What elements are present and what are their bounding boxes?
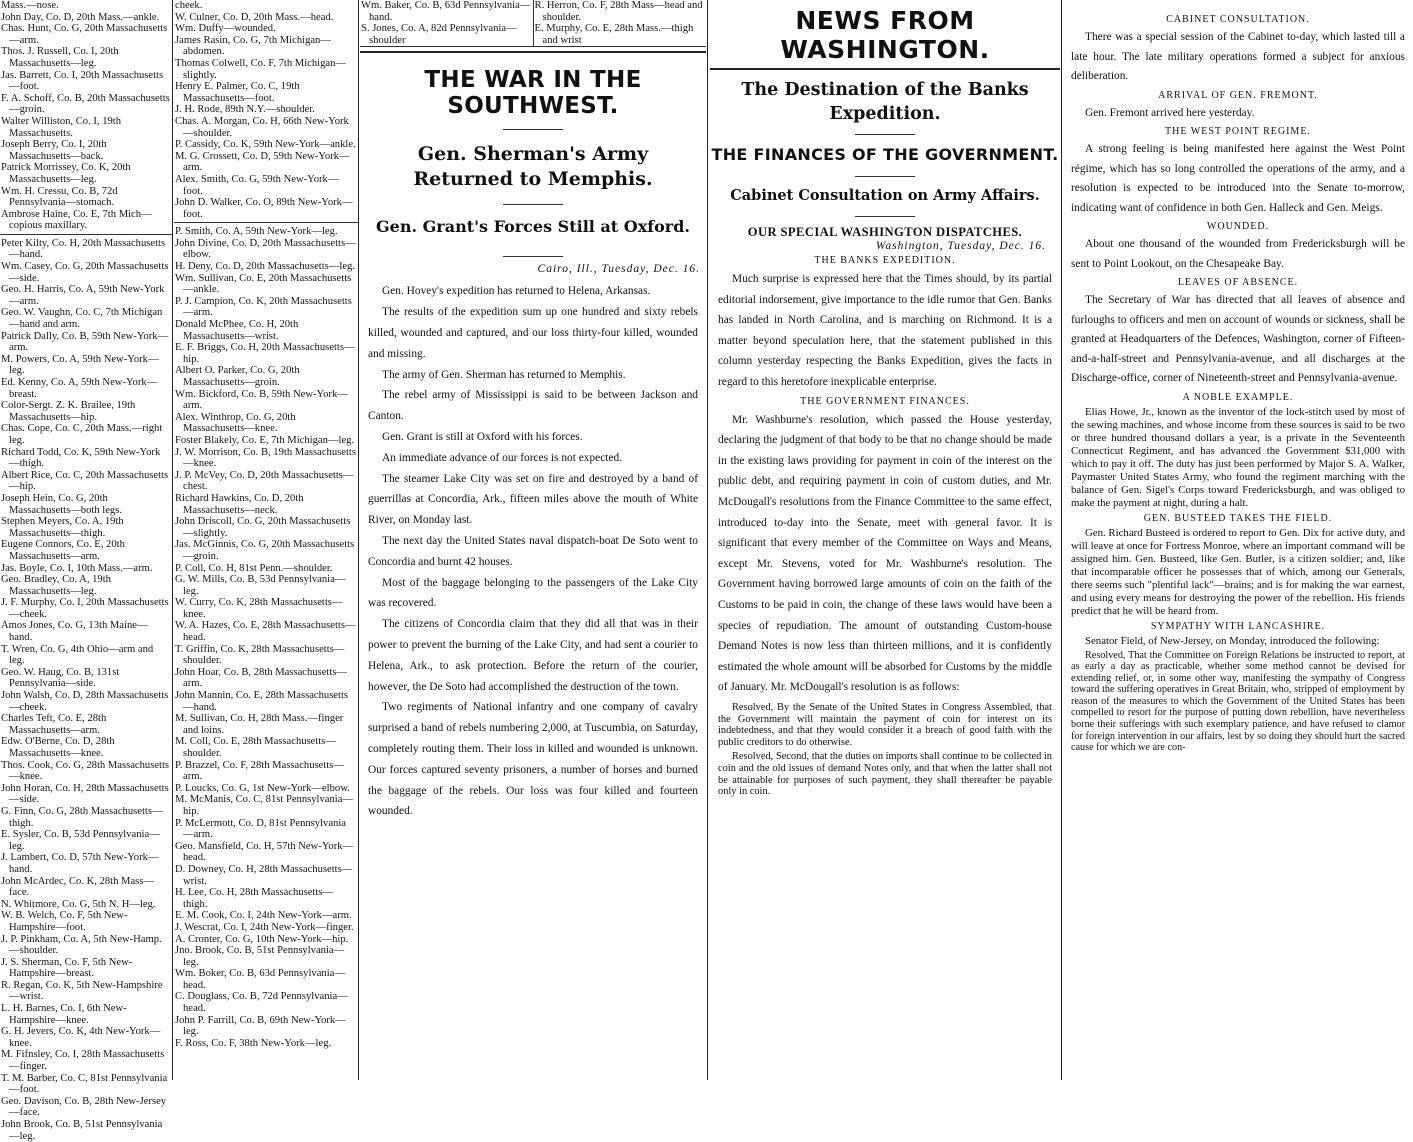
casualty-entry: T. Griffin, Co. K, 28th Massachusetts—shoulder. — [175, 643, 345, 667]
casualty-entry: N. Whitmore, Co. G, 5th N. H—leg. — [1, 898, 156, 910]
casualty-entry: T. Wren, Co. G, 4th Ohio—arm and leg. — [1, 643, 154, 667]
casualty-entry: P. Smith, Co. A, 59th New-York—leg. — [175, 226, 338, 238]
casualty-entry: F. Ross, Co. F, 38th New-York—leg. — [175, 1037, 332, 1049]
casualty-entry: E. M. Cook, Co. I, 24th New-York—arm. — [175, 910, 352, 922]
casualty-entry: John Mannin, Co. E, 28th Massachusetts—hand. — [175, 690, 349, 713]
paragraph: Most of the baggage belonging to the passengers of the Lake City was recovered. — [368, 576, 698, 610]
casualty-entry: Charles Teft, Co. E, 28th Massachusetts—arm. — [1, 713, 107, 736]
casualty-entry: Jas. Boyle, Co. I, 10th Mass.—arm. — [1, 562, 153, 574]
casualty-entry: Walter Williston, Co. I, 19th Massachusetts. — [1, 115, 122, 139]
casualty-entry: Geo. Bradley, Co. A, 19th Massachusetts—leg. — [1, 574, 111, 597]
casualty-entry: G. H. Jevers, Co. K, 4th New-York—knee. — [1, 1026, 161, 1049]
casualty-entry: C. Douglass, Co. B, 72d Pennsylvania—head. — [175, 991, 348, 1015]
paragraph: A strong feeling is being manifested here against the West Point régime, which has so long controlled the operations of the army, and a resolution is expected to be introduced into the Senate to-morrow, indicating want of confidence in both Gen. Halleck and Gen. Meigs. — [1071, 143, 1405, 214]
casualty-entry: P. Cassidy, Co. K, 59th New-York—ankle. — [175, 139, 356, 151]
subheadline: Gen. Grant's Forces Still at Oxford. — [376, 217, 690, 237]
casualty-entry: W. B. Welch, Co. F, 5th New-Hampshire—foot. — [1, 910, 128, 933]
casualty-list-bottom — [174, 226, 358, 1049]
article-body — [1071, 104, 1405, 124]
headline: THE WAR IN THE SOUTHWEST. — [424, 67, 642, 120]
article-body — [710, 269, 1060, 393]
casualty-entry: John Day, Co. D, 20th Mass.—ankle. — [1, 11, 160, 23]
casualty-entry: Amos Jones, Co. G, 13th Maine—hand. — [1, 620, 148, 644]
paragraph: Elias Howe, Jr., known as the inventor of the lock-stitch used by most of the sewing machines, and whose income from these sources is said to be two or three hundred thousand dollars a year, is a private in the Seventeenth Connecticut Regiment, and has advanced the Government $31,000 with which to pay it off. The duty has just been performed by Major S. A. Walker, Paymaster United States Army, who found the regiment marching with the balance of Gen. Sigel's Corps toward Fredericksburgh, and was obliged to make the payment at night, during a halt. — [1071, 405, 1405, 509]
casualty-entry: Wm. Boker, Co. B, 63d Pennsylvania—head. — [175, 968, 345, 991]
casualty-list-right — [534, 0, 707, 46]
paragraph: An immediate advance of our forces is not expected. — [382, 451, 623, 464]
casualty-entry: Albert O. Parker, Co. G, 20th Massachusetts—groin. — [175, 365, 300, 388]
paragraph: There was a special session of the Cabinet to-day, which lasted till a late hour. The late military operations formed a subject for anxious deliberation. — [1071, 31, 1405, 82]
casualty-entry: Donald McPhee, Co. H, 20th Massachusetts—wrist. — [175, 319, 299, 342]
casualty-entry: R. Herron, Co. F, 28th Mass—head and shoulder. — [534, 0, 703, 23]
washington-briefs-column — [1063, 0, 1413, 1080]
resolutions — [710, 698, 1060, 798]
paragraph: The rebel army of Mississippi is said to be between Jackson and Canton. — [368, 389, 698, 423]
paragraph: The Secretary of War has directed that all leaves of absence and furloughs to officers and men on account of wounds or sickness, shall be granted at Headquarters of the Defences, Washington, corner of Fifteen-and-a-half-street and Pennsylvania-avenue, and all discharges at the Discharge-office, corner of Nineteenth-street and Pennsylvania-avenue. — [1071, 294, 1405, 384]
casualty-entry: Patrick Dally, Co. B, 59th New-York—arm. — [1, 330, 169, 354]
casualty-entry: M. G. Crossett, Co. D, 59th New-York—arm. — [175, 150, 350, 174]
casualty-entry: Wm. H. Cressu, Co. B, 72d Pennsylvania—stomach. — [1, 185, 118, 209]
article-body — [360, 281, 706, 822]
dispatches-heading: OUR SPECIAL WASHINGTON DISPATCHES. — [747, 225, 1023, 239]
casualty-entry: Ed. Kenny, Co. A, 59th New-York—breast. — [1, 377, 158, 400]
casualty-entry: Color-Sergt. Z. K. Brailee, 19th Massachusetts—hip. — [1, 400, 136, 423]
paragraph: Gen. Hovey's expedition has returned to Helena, Arkansas. — [382, 285, 651, 298]
casualty-entry: Wm. Baker, Co. B, 63d Pennsylvania—hand. — [361, 0, 531, 23]
paragraph: The results of the expedition sum up one hundred and sixty rebels killed, wounded and captured, and our loss thirty-four killed, wounded and missing. — [368, 306, 698, 360]
casualty-list-top — [174, 0, 358, 220]
washington-article-column — [710, 0, 1060, 1080]
column-rule — [172, 0, 173, 1080]
section-heading: THE WEST POINT REGIME. — [1165, 126, 1311, 137]
article-body — [1071, 527, 1405, 618]
casualty-entry: Foster Blakely, Co. E, 7th Michigan—leg. — [175, 434, 355, 446]
casualty-entry: Stephen Meyers, Co. A, 19th Massachusetts—thigh. — [1, 516, 124, 539]
casualty-entry: John McArdec, Co. K, 28th Mass—face. — [1, 875, 155, 899]
divider — [855, 216, 915, 217]
paragraph: Gen. Grant is still at Oxford with his forces. — [382, 430, 583, 443]
paragraph: The next day the United States naval dispatch-boat De Soto went to Concordia and burnt 42 houses. — [368, 534, 698, 568]
article-body — [1071, 28, 1405, 87]
casualty-entry: T. M. Barber, Co. C, 81st Pennsylvania—foot. — [1, 1072, 168, 1096]
casualty-list-left — [360, 0, 534, 46]
headline: NEWS FROM WASHINGTON. — [780, 6, 990, 64]
casualty-entry: J. W. Morrison, Co. B, 19th Massachusetts—knee. — [175, 446, 356, 470]
dateline: Washington, Tuesday, Dec. 16. — [875, 240, 1046, 252]
paragraph: The citizens of Concordia claim that they did all that was in their power to prevent the burning of the Lake City, and had sent a courier to Helena, Ark., to ask protection. Before the return of the courier, however, the De Soto had accomplished the destruction of the town. — [368, 618, 698, 693]
paragraph: Gen. Fremont arrived here yesterday. — [1085, 106, 1255, 119]
casualty-entry: Eugene Connors, Co. E, 20th Massachusetts—arm. — [1, 539, 125, 562]
section-heading: WOUNDED. — [1206, 221, 1270, 232]
casualty-entry: H. Deny, Co. D, 20th Massachusetts—leg. — [175, 261, 355, 273]
casualty-entry: Joseph Hein, Co. G, 20th Massachusetts—both legs. — [1, 492, 122, 516]
casualty-entry: John D. Walker, Co. O, 89th New-York—foot. — [175, 197, 353, 220]
casualty-entry: Joseph Berry, Co. I, 20th Massachusetts—back. — [1, 139, 107, 162]
casualty-entry: Wm. Sullivan, Co. E, 20th Massachusetts—ankle. — [175, 272, 352, 296]
divider — [855, 176, 915, 177]
article-body — [1071, 235, 1405, 274]
casualty-entry: cheek. — [175, 0, 203, 11]
casualty-entry: Alex. Smith, Co. G, 59th New-York—foot. — [175, 173, 339, 197]
casualty-entry: G. W. Mills, Co. B, 53d Pennsylvania—leg. — [175, 574, 346, 597]
divider — [710, 68, 1060, 70]
casualty-entry: Geo. W. Vaughn, Co. C, 7th Michigan—hand and arm. — [1, 307, 163, 331]
paragraph: The army of Gen. Sherman has returned to Memphis. — [382, 368, 626, 381]
subheadline: Gen. Sherman's Army Returned to Memphis. — [413, 143, 653, 191]
casualty-entry: Chas. Hunt, Co. G, 20th Massachusetts—arm. — [1, 23, 168, 46]
article-body — [1071, 635, 1405, 754]
casualty-entry: E. F. Briggs, Co. H, 20th Massachusetts—hip. — [175, 342, 355, 365]
section-heading: A NOBLE EXAMPLE. — [1182, 391, 1294, 403]
casualty-entry: J. S. Sherman, Co. F, 5th New-Hampshire—breast. — [1, 956, 133, 980]
column-rule — [1061, 0, 1062, 1080]
casualty-entry: J. Wescrat, Co. I, 24th New-York—finger. — [175, 921, 354, 933]
casualty-entry: Thos. Cook, Co. G, 28th Massachusetts—knee. — [1, 759, 170, 783]
continued-casualty-list — [360, 0, 706, 47]
dateline: Cairo, Ill., Tuesday, Dec. 16. — [537, 263, 700, 276]
section-heading: THE GOVERNMENT FINANCES. — [800, 395, 970, 407]
casualty-entry: James Rasin, Co. G, 7th Michigan—abdomen. — [175, 34, 331, 58]
paragraph: Two regiments of National infantry and one company of cavalry surprised a band of rebels numbering 2,000, at Tuscumbia, on Saturday, completely routing them. Their loss in killed and wounded is unknown. Our forces captured seventy prisoners, a number of horses and burned the baggage of the rebels. Our loss was four killed and fourteen wounded. — [368, 701, 698, 818]
casualty-entry: W. Curry, Co. K, 28th Massachusetts—knee. — [175, 597, 343, 620]
casualty-entry: P. Loucks, Co. G, 1st New-York—elbow. — [175, 782, 350, 794]
casualty-entry: Geo. Davison, Co. B, 28th New-Jersey—face. — [1, 1095, 167, 1119]
divider — [174, 222, 358, 223]
casualty-entry: Henry E. Palmer, Co. C, 19th Massachusetts—foot. — [175, 81, 300, 104]
casualty-list-top — [0, 0, 172, 232]
section-heading: GEN. BUSTEED TAKES THE FIELD. — [1143, 512, 1333, 524]
casualty-entry: F. A. Schoff, Co. B, 20th Massachusetts—groin. — [1, 92, 170, 116]
casualty-entry: Wm. Casey, Co. G, 20th Massachusetts—side. — [1, 261, 169, 284]
casualty-entry: Geo. H. Harris, Co. A, 59th New-York—arm. — [1, 284, 165, 307]
article-body — [1071, 140, 1405, 218]
divider — [0, 234, 172, 235]
paragraph: Much surprise is expressed here that the Times should, by its partial editorial indorsement, give importance to the idle rumor that Gen. Banks has landed in North Carolina, and is marching on Richmond. It is a matter beyond speculation here, that the statement published in this column yesterday respecting the Banks Expedition, gives the facts in regard to this heretofore inexplicable enterprise. — [718, 273, 1052, 388]
casualty-entry: Mass.—nose. — [1, 0, 59, 11]
casualty-entry: John Divine, Co. D, 20th Massachusetts—elbow. — [175, 237, 356, 261]
paragraph: About one thousand of the wounded from Fredericksburgh will be sent to Point Lookout, on the Chesapeake Bay. — [1071, 238, 1405, 270]
divider — [855, 134, 915, 135]
casualty-entry: M. Sullivan, Co. H, 28th Mass.—finger and loins. — [175, 713, 344, 736]
casualty-entry: Geo. Mansfield, Co. H, 57th New-York—head. — [175, 840, 354, 864]
casualty-list-column-2 — [174, 0, 358, 1080]
casualty-entry: John Walsh, Co. D, 28th Massachusetts—cheek. — [1, 690, 169, 713]
divider — [360, 51, 706, 53]
casualty-entry: Albert Rice, Co. C, 20th Massachusetts—hip. — [1, 469, 169, 493]
casualty-entry: W. A. Hazes, Co. E, 28th Massachusetts—head. — [175, 620, 356, 644]
column-rule — [358, 0, 359, 1080]
casualty-entry: Richard Hawkins, Co. D, 20th Massachusetts—neck. — [175, 492, 304, 516]
casualty-entry: Thomas Colwell, Co. F, 7th Michigan—slightly. — [175, 57, 346, 81]
casualty-entry: John Brook, Co. B, 51st Pennsylvania—leg. — [1, 1119, 163, 1142]
southwest-article-column — [360, 0, 706, 1080]
casualty-entry: Alex. Winthrop, Co. G, 20th Massachusetts—knee. — [175, 411, 296, 435]
subheadline: Cabinet Consultation on Army Affairs. — [730, 187, 1040, 204]
casualty-entry: J. H. Rode, 89th N.Y.—shoulder. — [175, 104, 315, 116]
casualty-entry: P. Coll, Co. H, 81st Penn.—shoulder. — [175, 562, 333, 574]
casualty-entry: R. Regan, Co. K, 5th New-Hampshire—wrist. — [1, 979, 163, 1003]
casualty-entry: P. J. Campion, Co. K, 20th Massachusetts—arm. — [175, 295, 352, 319]
article-body — [1071, 291, 1405, 389]
casualty-entry: H. Lee, Co. H, 28th Massachusetts—thigh. — [175, 887, 334, 910]
casualty-entry: John Horan, Co. H, 28th Massachusetts—side. — [1, 782, 169, 806]
divider — [503, 204, 563, 205]
casualty-entry: P. Brazzel, Co. F, 28th Massachusetts—arm. — [175, 759, 344, 783]
casualty-entry: Jno. Brook, Co. B, 51st Pennsylvania—leg. — [175, 945, 345, 968]
column-rule — [707, 0, 708, 1080]
paragraph: Gen. Richard Busteed is ordered to report to Gen. Dix for active duty, and will leave at once for Fortress Monroe, where an important command will be assigned him. Gen. Busteed, like Gen. Butler, is a citizen soldier; and, like that incomparable officer he possesses that of which, among our Generals, there seems such "plentiful lack"—brains; and is for making the war earnest, and using every means for destroying the power of the rebellion. His friends predict that he will be heard from. — [1071, 526, 1405, 617]
casualty-entry: A. Cronter, Co. G, 10th New-York—hip. — [175, 933, 349, 945]
casualty-entry: E. Sysler, Co. B, 53d Pennsylvania—leg. — [1, 829, 160, 852]
casualty-entry: M. Fifnsley, Co. I, 28th Massachusetts—finger. — [1, 1049, 165, 1073]
casualty-entry: Chas. Cope, Co. C, 20th Mass.—right leg. — [1, 423, 163, 446]
casualty-entry: M. Powers, Co. A, 59th New-York—leg. — [1, 353, 159, 377]
casualty-entry: J. Lambert, Co. D, 57th New-York—hand. — [1, 852, 159, 875]
casualty-entry: P. McLermott, Co. D, 81st Pennsylvania—arm. — [175, 817, 346, 841]
resolution: Resolved, That the Committee on Foreign Relations be instructed to report, at as early a day as practicable, whether some method cannot be devised for extending relief, or, in some other way, manifesting the sympathy of Congress toward the suffering operatives in Great Britain, who, stripped of employment by reason of the measures to which the Government of the United States has been compelled to resort for the purpose of putting down rebellion, have nevertheless borne their sufferings with such exemplary patience, and have refused to clamor for foreign intervention in our affairs, lest by so doing they should hurt the sacred cause for which we are con- — [1071, 649, 1405, 754]
casualty-entry: E. Murphy, Co. E, 28th Mass.—thigh and wrist — [534, 23, 694, 46]
casualty-entry: Peter Kilty, Co. H, 20th Massachusetts—hand. — [1, 237, 166, 261]
resolution: Resolved, Second, that the duties on imports shall continue to be collected in coin and the old issues of demand Notes only, and that when the latter shall not be attainable for purposes of such payment, they shall thereafter be payable only in coin. — [718, 751, 1052, 798]
casualty-entry: J. F. Murphy, Co. I, 20th Massachusetts—cheek. — [1, 597, 169, 620]
article-body — [1071, 406, 1405, 510]
casualty-entry: M. McManis, Co. C, 81st Pennsylvania—hip. — [175, 794, 354, 817]
casualty-entry: M. Coll, Co. E, 28th Massachusetts—shoulder. — [175, 736, 336, 759]
casualty-entry: S. Jones, Co. A, 82d Pennsylvania—shoulder — [361, 23, 517, 46]
casualty-entry: D. Downey, Co. H, 28th Massachusetts—wrist. — [175, 863, 353, 887]
casualty-list-bottom — [0, 238, 172, 1142]
section-heading: CABINET CONSULTATION. — [1166, 14, 1310, 25]
divider — [503, 129, 563, 130]
article-body — [710, 410, 1060, 698]
paragraph: Senator Field, of New-Jersey, on Monday, introduced the following: — [1085, 634, 1380, 647]
paragraph: The steamer Lake City was set on fire and destroyed by a band of guerrillas at Concordia, Ark., fifteen miles above the mouth of White River, on Monday last. — [368, 472, 698, 527]
subheadline: The Destination of the Banks Expedition. — [741, 80, 1029, 124]
subheadline: THE FINANCES OF THE GOVERNMENT. — [711, 145, 1059, 164]
casualty-entry: Jas. Barrett, Co. I, 20th Massachusetts—foot. — [1, 69, 164, 93]
casualty-entry: John Driscoll, Co. G, 20th Massachusetts—slightly. — [175, 516, 351, 539]
casualty-entry: Richard Todd, Co. K, 59th New-York—thigh. — [1, 446, 161, 470]
casualty-entry: Thos. J. Russell, Co. I, 20th Massachusetts—leg. — [1, 46, 119, 69]
casualty-list-column-1 — [0, 0, 172, 1142]
section-heading: THE BANKS EXPEDITION. — [814, 255, 956, 266]
casualty-entry: J. P. Pinkham, Co. A, 5th New-Hamp.—shoulder. — [1, 933, 162, 957]
section-heading: SYMPATHY WITH LANCASHIRE. — [1150, 620, 1326, 632]
casualty-entry: Jas. McGinnis, Co. G, 20th Massachusetts—groin. — [175, 539, 355, 562]
divider — [503, 256, 563, 257]
section-heading: LEAVES OF ABSENCE. — [1177, 277, 1299, 288]
casualty-entry: L. H. Barnes, Co. I, 6th New-Hampshire—knee. — [1, 1003, 127, 1026]
section-heading: ARRIVAL OF GEN. FREMONT. — [1158, 89, 1318, 101]
casualty-entry: John P. Farrill, Co. B, 69th New-York—leg. — [175, 1014, 346, 1038]
casualty-entry: W. Culner, Co. D, 20th Mass.—head. — [175, 11, 334, 23]
paragraph: Mr. Washburne's resolution, which passed the House yesterday, declaring the judgment of that body to be that no change should be made in the existing laws providing for payment in coin of the interest on the public debt, and requiring payment in coin of custom duties, and Mr. McDougall's resolutions from the Finance Committee to the same effect, introduced to-day into the Senate, meet with general favor. It is significant that every member of the Committee on Ways and Means, except Mr. Stevens, voted for Mr. Washburne's resolution. The Government having borrowed large amounts of coin on the faith of the Customs to be paid in coin, the change of these laws would have been a species of repudiation. The amount of outstanding Custom-house Demand Notes is now less than thirteen millions, and it is confidently estimated the whole amount will be absorbed for Customs by the middle of January. Mr. McDougall's resolution is as follows: — [718, 413, 1052, 694]
casualty-entry: J. P. McVey, Co. D, 20th Massachusetts—chest. — [175, 469, 354, 493]
casualty-entry: Edw. O'Berne, Co. D, 28th Massachusetts—knee. — [1, 736, 115, 759]
casualty-entry: Geo. W. Haug, Co. B, 131st Pennsylvania—side. — [1, 666, 120, 690]
casualty-entry: G. Finn, Co. G, 28th Massachusetts—thigh. — [1, 805, 163, 829]
casualty-entry: Wm. Duffy—wounded. — [175, 23, 276, 35]
resolution: Resolved, By the Senate of the United States in Congress Assembled, that the Government will maintain the payment of coin for interest on its indebtedness, and that they would consider it a breach of good faith with the public creditors to do otherwise. — [718, 701, 1052, 749]
casualty-entry: Wm. Bickford, Co. B, 59th New-York—arm. — [175, 388, 348, 412]
casualty-entry: Patrick Morrissey, Co. K, 20th Massachusetts—leg. — [1, 162, 131, 185]
casualty-entry: Ambrose Haine, Co. E, 7th Mich—copious maxillary. — [1, 208, 152, 232]
casualty-entry: Chas. A. Morgan, Co. H, 66th New-York—shoulder. — [175, 115, 349, 139]
casualty-entry: John Hoar, Co. B, 28th Massachusetts—arm. — [175, 666, 348, 690]
